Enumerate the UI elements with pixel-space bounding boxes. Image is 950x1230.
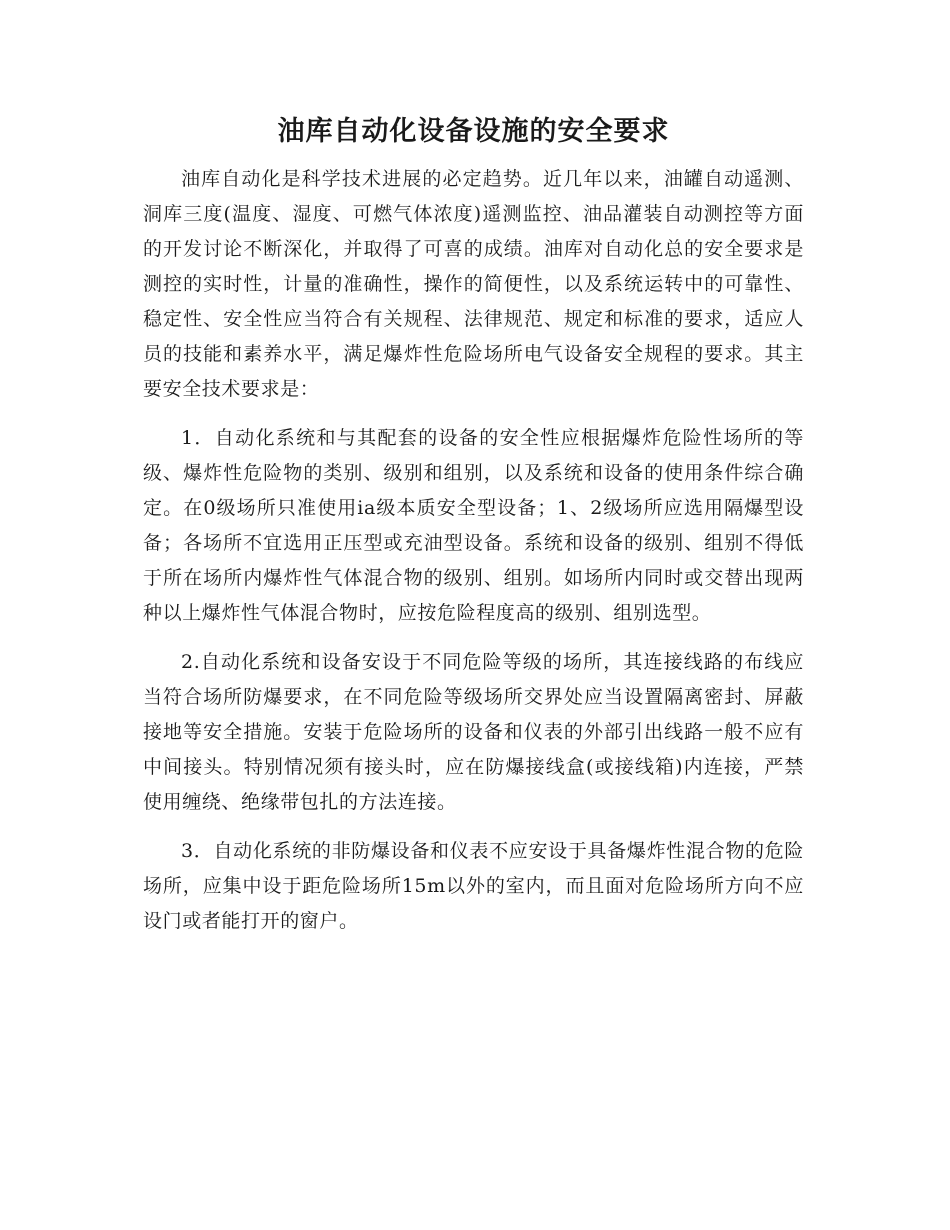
document-title: 油库自动化设备设施的安全要求 [277, 116, 670, 147]
requirement-1-paragraph: 1．自动化系统和与其配套的设备的安全性应根据爆炸危险性场所的等级、爆炸性危险物的类别、级别和组别，以及系统和设备的使用条件综合确定。在0级场所只准使用ia级本质安全型设备；1、2级场所应选用隔爆型设备；各场所不宜选用正压型或充油型设备。系统和设备的级别、组别不得低于所在场所内爆炸性气体混合物的级别、组别。如场所内同时或交替出现两种以上爆炸性气体混合物时，应按危险程度高的级别、组别选型。 [143, 427, 804, 624]
requirement-2-paragraph: 2.自动化系统和设备安设于不同危险等级的场所，其连接线路的布线应当符合场所防爆要求，在不同危险等级场所交界处应当设置隔离密封、屏蔽接地等安全措施。安装于危险场所的设备和仪表的外部引出线路一般不应有中间接头。特别情况须有接头时，应在防爆接线盒(或接线箱)内连接，严禁使用缠绕、绝缘带包扎的方法连接。 [143, 651, 804, 813]
intro-paragraph: 油库自动化是科学技术进展的必定趋势。近几年以来，油罐自动遥测、洞库三度(温度、湿度、可燃气体浓度)遥测监控、油品灌装自动测控等方面的开发讨论不断深化，并取得了可喜的成绩。油库对自动化总的安全要求是测控的实时性，计量的准确性，操作的简便性，以及系统运转中的可靠性、稳定性、安全性应当符合有关规程、法律规范、规定和标准的要求，适应人员的技能和素养水平，满足爆炸性危险场所电气设备安全规程的要求。其主要安全技术要求是： [143, 168, 804, 400]
requirement-3-paragraph: 3．自动化系统的非防爆设备和仪表不应安设于具备爆炸性混合物的危险场所，应集中设于距危险场所15m以外的室内，而且面对危险场所方向不应设门或者能打开的窗户。 [143, 840, 804, 932]
